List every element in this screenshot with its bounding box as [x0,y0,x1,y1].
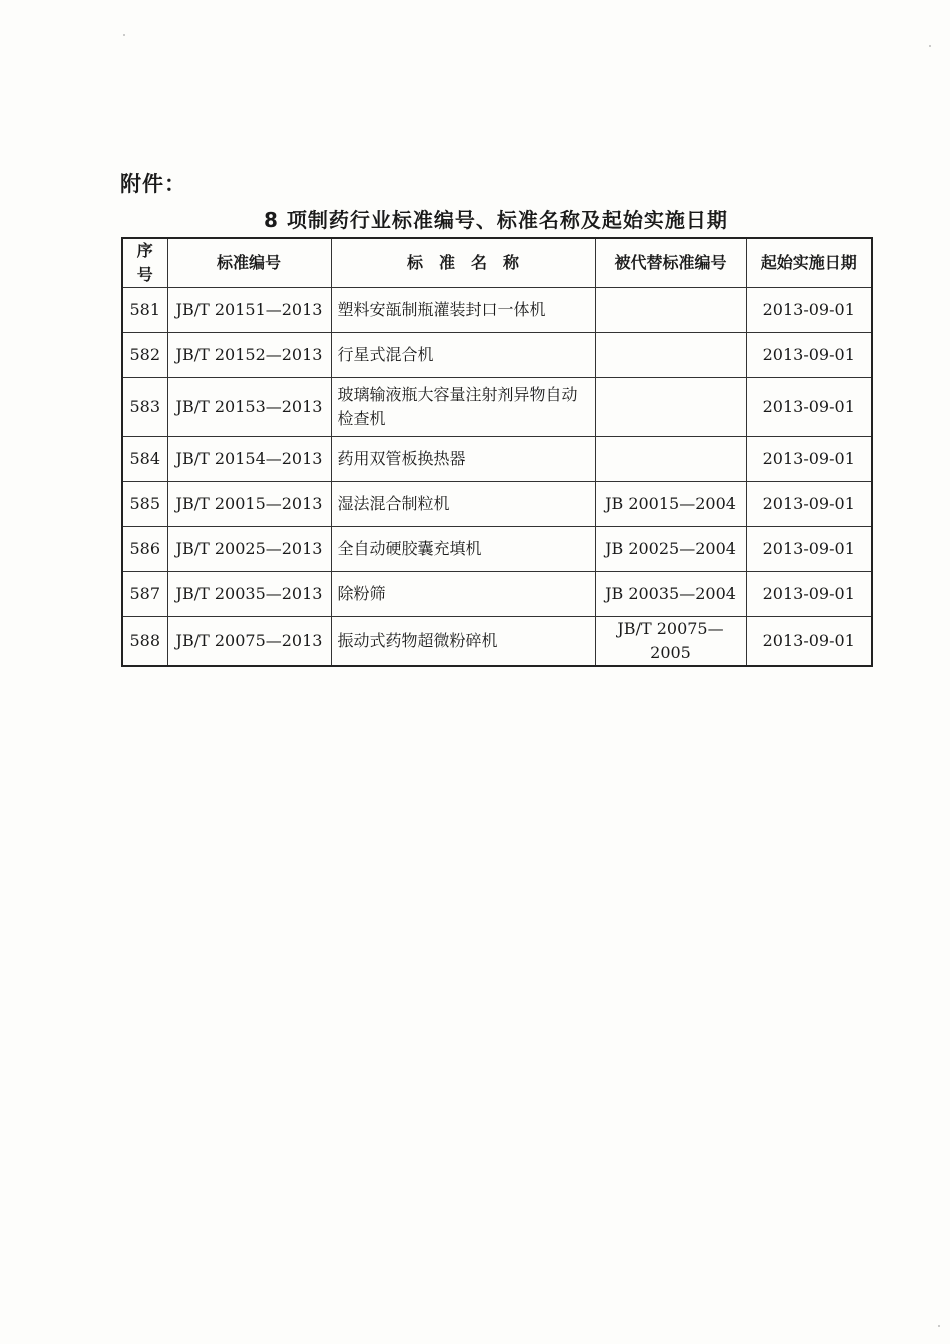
cell-code: JB/T 20152—2013 [167,333,331,378]
scan-speck [123,34,125,36]
cell-name: 行星式混合机 [331,333,595,378]
table-row [122,437,872,482]
cell-replaced: JB 20015—2004 [595,482,746,527]
cell-replaced: JB/T 20075—2005 [595,617,746,667]
table-row [122,572,872,617]
cell-code: JB/T 20154—2013 [167,437,331,482]
cell-date: 2013-09-01 [746,482,872,527]
cell-name: 除粉筛 [331,572,595,617]
table-row [122,527,872,572]
cell-replaced [595,333,746,378]
cell-date: 2013-09-01 [746,378,872,437]
scan-speck [938,1325,940,1327]
table-row [122,617,872,667]
cell-name: 全自动硬胶囊充填机 [331,527,595,572]
header-seq: 序号 [122,238,167,288]
header-date: 起始实施日期 [746,238,872,288]
cell-date: 2013-09-01 [746,288,872,333]
cell-date: 2013-09-01 [746,437,872,482]
table-row [122,378,872,437]
cell-replaced: JB 20025—2004 [595,527,746,572]
attachment-label: 附件： [120,172,186,196]
cell-date: 2013-09-01 [746,527,872,572]
cell-name: 塑料安瓿制瓶灌装封口一体机 [331,288,595,333]
cell-seq: 582 [122,333,167,378]
cell-name: 振动式药物超微粉碎机 [331,617,595,667]
cell-date: 2013-09-01 [746,333,872,378]
cell-code: JB/T 20153—2013 [167,378,331,437]
table-header-row [122,238,872,288]
cell-code: JB/T 20075—2013 [167,617,331,667]
cell-seq: 581 [122,288,167,333]
document-title: 8 项制药行业标准编号、标准名称及起始实施日期 [264,208,728,232]
cell-date: 2013-09-01 [746,572,872,617]
cell-code: JB/T 20151—2013 [167,288,331,333]
table-row [122,333,872,378]
table-row [122,288,872,333]
cell-replaced [595,378,746,437]
cell-name: 药用双管板换热器 [331,437,595,482]
cell-seq: 584 [122,437,167,482]
cell-replaced [595,437,746,482]
table-row [122,482,872,527]
cell-date: 2013-09-01 [746,617,872,667]
cell-name: 玻璃输液瓶大容量注射剂异物自动检查机 [331,378,595,437]
header-replaced: 被代替标准编号 [595,238,746,288]
cell-seq: 588 [122,617,167,667]
cell-seq: 583 [122,378,167,437]
cell-seq: 585 [122,482,167,527]
standards-table [121,237,873,667]
header-name: 标 准 名 称 [331,238,595,288]
cell-seq: 587 [122,572,167,617]
cell-code: JB/T 20035—2013 [167,572,331,617]
cell-name: 湿法混合制粒机 [331,482,595,527]
cell-code: JB/T 20025—2013 [167,527,331,572]
cell-seq: 586 [122,527,167,572]
cell-code: JB/T 20015—2013 [167,482,331,527]
scan-speck [929,45,931,47]
header-code: 标准编号 [167,238,331,288]
cell-replaced: JB 20035—2004 [595,572,746,617]
cell-replaced [595,288,746,333]
